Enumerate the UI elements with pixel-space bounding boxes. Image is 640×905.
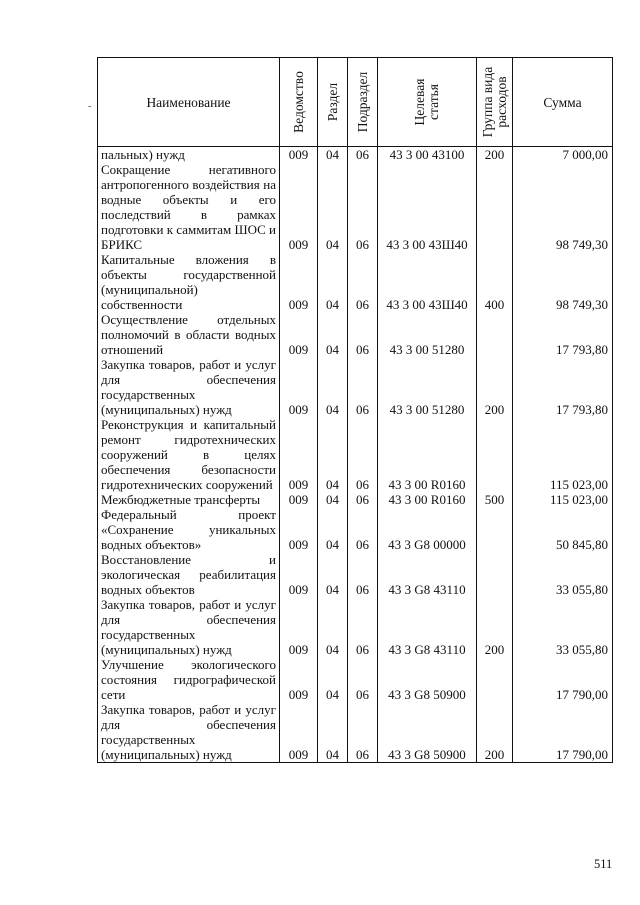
row-celevaya: 43 3 00 43100: [378, 147, 477, 163]
row-gruppa: [477, 162, 513, 252]
row-razdel: 04: [318, 702, 348, 763]
budget-table: [97, 57, 613, 763]
row-vedomstvo: 009: [280, 357, 318, 417]
row-razdel: 04: [318, 162, 348, 252]
row-razdel: 04: [318, 492, 348, 507]
table-header-row: [98, 58, 613, 147]
row-gruppa: [477, 552, 513, 597]
row-name: Сокращение негативного антропогенного воздействия на водные объекты и его последствий в рамках подготовки к саммитам ШОС и БРИКС: [98, 162, 280, 252]
page-number: 511: [594, 857, 613, 871]
row-podrazdel: 06: [348, 507, 378, 552]
row-name: Капитальные вложения в объекты государственной (муниципальной) собственности: [98, 252, 280, 312]
header-gruppa-line1: Группа вида: [479, 66, 495, 138]
row-gruppa: 200: [477, 702, 513, 763]
row-celevaya: 43 3 00 R0160: [378, 417, 477, 492]
row-celevaya: 43 3 00 51280: [378, 312, 477, 357]
table-row: [98, 252, 613, 312]
table-row: [98, 702, 613, 763]
row-gruppa: 500: [477, 492, 513, 507]
row-name: Закупка товаров, работ и услуг для обеспечения государственных (муниципальных) нужд: [98, 702, 280, 763]
row-name: Закупка товаров, работ и услуг для обеспечения государственных (муниципальных) нужд: [98, 597, 280, 657]
row-vedomstvo: 009: [280, 657, 318, 702]
row-vedomstvo: 009: [280, 312, 318, 357]
row-vedomstvo: 009: [280, 492, 318, 507]
row-celevaya: 43 3 G8 43110: [378, 552, 477, 597]
header-razdel: [318, 58, 348, 147]
row-razdel: 04: [318, 507, 348, 552]
row-name: Восстановление и экологическая реабилитация водных объектов: [98, 552, 280, 597]
row-vedomstvo: 009: [280, 702, 318, 763]
row-podrazdel: 06: [348, 657, 378, 702]
row-podrazdel: 06: [348, 357, 378, 417]
row-vedomstvo: 009: [280, 147, 318, 163]
row-celevaya: 43 3 00 51280: [378, 357, 477, 417]
header-gruppa-line2: расходов: [493, 76, 509, 128]
row-celevaya: 43 3 G8 50900: [378, 657, 477, 702]
row-vedomstvo: 009: [280, 162, 318, 252]
row-summa: 98 749,30: [513, 252, 613, 312]
row-gruppa: 200: [477, 147, 513, 163]
row-razdel: 04: [318, 312, 348, 357]
row-podrazdel: 06: [348, 597, 378, 657]
row-summa: 17 793,80: [513, 312, 613, 357]
row-celevaya: 43 3 00 43Ш40: [378, 162, 477, 252]
row-gruppa: 200: [477, 357, 513, 417]
header-celevaya-line1: Целевая: [412, 78, 427, 126]
table-row: [98, 147, 613, 163]
table-row: [98, 417, 613, 492]
header-vedomstvo: [280, 58, 318, 147]
row-podrazdel: 06: [348, 312, 378, 357]
row-summa: 7 000,00: [513, 147, 613, 163]
row-razdel: 04: [318, 597, 348, 657]
table-row: [98, 552, 613, 597]
header-razdel-label: Раздел: [324, 82, 340, 122]
header-celevaya-line2: статья: [426, 84, 441, 120]
header-name: Наименование: [98, 58, 280, 147]
row-gruppa: [477, 312, 513, 357]
row-razdel: 04: [318, 657, 348, 702]
row-vedomstvo: 009: [280, 507, 318, 552]
header-podrazdel: [348, 58, 378, 147]
header-vedomstvo-label: Ведомство: [290, 71, 306, 133]
row-celevaya: 43 3 00 R0160: [378, 492, 477, 507]
row-razdel: 04: [318, 417, 348, 492]
row-razdel: 04: [318, 552, 348, 597]
header-podrazdel-label: Подраздел: [354, 71, 370, 133]
header-celevaya: [378, 58, 477, 147]
row-podrazdel: 06: [348, 162, 378, 252]
table-row: [98, 492, 613, 507]
row-podrazdel: 06: [348, 147, 378, 163]
row-razdel: 04: [318, 147, 348, 163]
row-celevaya: 43 3 G8 00000: [378, 507, 477, 552]
row-razdel: 04: [318, 357, 348, 417]
row-celevaya: 43 3 G8 50900: [378, 702, 477, 763]
row-name: пальных) нужд: [98, 147, 280, 163]
row-name: Закупка товаров, работ и услуг для обеспечения государственных (муниципальных) нужд: [98, 357, 280, 417]
row-summa: 33 055,80: [513, 597, 613, 657]
header-gruppa: [477, 58, 513, 147]
row-celevaya: 43 3 00 43Ш40: [378, 252, 477, 312]
row-vedomstvo: 009: [280, 597, 318, 657]
row-summa: 17 790,00: [513, 702, 613, 763]
row-name: Федеральный проект «Сохранение уникальных водных объектов»: [98, 507, 280, 552]
row-gruppa: 400: [477, 252, 513, 312]
row-name: Реконструкция и капитальный ремонт гидротехнических сооружений в целях обеспечения безопасности гидротехнических сооружений: [98, 417, 280, 492]
row-name: Осуществление отдельных полномочий в области водных отношений: [98, 312, 280, 357]
header-celevaya-label: [413, 79, 441, 126]
row-summa: 17 793,80: [513, 357, 613, 417]
row-gruppa: 200: [477, 597, 513, 657]
table-row: [98, 162, 613, 252]
table-row: [98, 507, 613, 552]
row-gruppa: [477, 417, 513, 492]
row-name: Межбюджетные трансферты: [98, 492, 280, 507]
row-podrazdel: 06: [348, 492, 378, 507]
row-podrazdel: 06: [348, 552, 378, 597]
table-row: [98, 597, 613, 657]
header-summa: Сумма: [513, 58, 613, 147]
row-razdel: 04: [318, 252, 348, 312]
row-summa: 33 055,80: [513, 552, 613, 597]
row-podrazdel: 06: [348, 702, 378, 763]
row-summa: 50 845,80: [513, 507, 613, 552]
row-name: Улучшение экологического состояния гидрографической сети: [98, 657, 280, 702]
row-summa: 115 023,00: [513, 417, 613, 492]
row-summa: 98 749,30: [513, 162, 613, 252]
row-vedomstvo: 009: [280, 417, 318, 492]
margin-mark: -: [88, 101, 92, 112]
table-row: [98, 312, 613, 357]
row-podrazdel: 06: [348, 252, 378, 312]
row-gruppa: [477, 507, 513, 552]
row-vedomstvo: 009: [280, 252, 318, 312]
table-row: [98, 357, 613, 417]
row-summa: 17 790,00: [513, 657, 613, 702]
row-summa: 115 023,00: [513, 492, 613, 507]
table-row: [98, 657, 613, 702]
row-podrazdel: 06: [348, 417, 378, 492]
header-gruppa-label: [481, 67, 509, 138]
row-vedomstvo: 009: [280, 552, 318, 597]
row-celevaya: 43 3 G8 43110: [378, 597, 477, 657]
row-gruppa: [477, 657, 513, 702]
